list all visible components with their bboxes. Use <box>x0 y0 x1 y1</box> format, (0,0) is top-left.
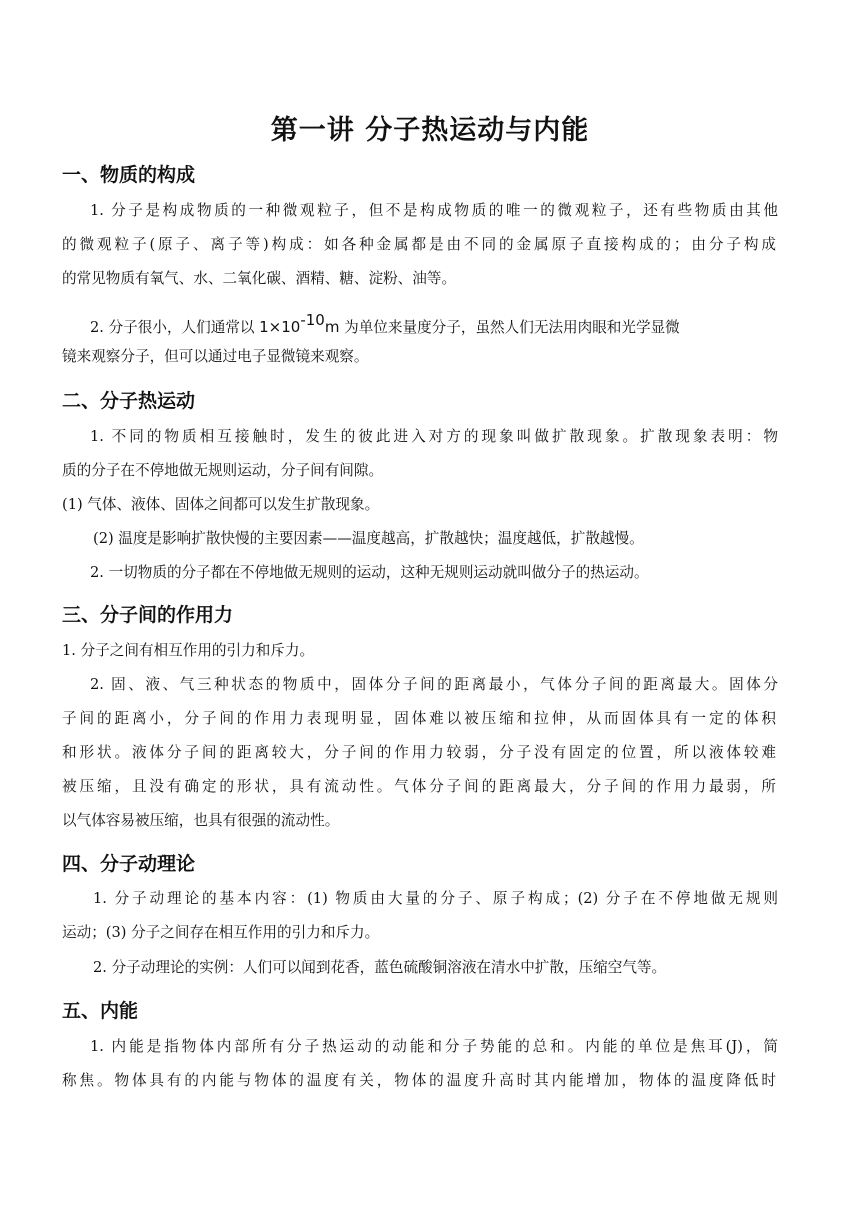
section-heading-5: 五、内能 <box>62 1000 139 1022</box>
paragraph-line: 2. 固、液、气三种状态的物质中，固体分子间的距离最小，气体分子间的距离最大。固体分 <box>90 676 778 693</box>
paragraph-line: 1. 分子动理论的基本内容：(1) 物质由大量的分子、原子构成；(2) 分子在不停地做无规则 <box>93 890 778 907</box>
paragraph-line: 质的分子在不停地做无规则运动，分子间有间隙。 <box>62 462 384 479</box>
paragraph-line: 2. 一切物质的分子都在不停地做无规则的运动，这种无规则运动就叫做分子的热运动。 <box>90 564 649 581</box>
paragraph-line: 称焦。物体具有的内能与物体的温度有关，物体的温度升高时其内能增加，物体的温度降低时 <box>62 1072 776 1089</box>
paragraph-line: 1. 分子是构成物质的一种微观粒子，但不是构成物质的唯一的微观粒子，还有些物质由其他 <box>90 202 778 219</box>
list-item: (2) 温度是影响扩散快慢的主要因素——温度越高，扩散越快；温度越低，扩散越慢。 <box>93 530 644 547</box>
paragraph-line: 运动；(3) 分子之间存在相互作用的引力和斥力。 <box>62 924 380 941</box>
paragraph-line-with-formula <box>90 310 680 338</box>
paragraph-line: 子间的距离小，分子间的作用力表现明显，固体难以被压缩和拉伸，从而固体具有一定的体积 <box>62 710 776 727</box>
page-title: 第一讲 分子热运动与内能 <box>270 115 590 146</box>
paragraph-line: 1. 不同的物质相互接触时，发生的彼此进入对方的现象叫做扩散现象。扩散现象表明：物 <box>90 428 778 445</box>
section-heading-1: 一、物质的构成 <box>62 164 196 186</box>
paragraph-line: 以气体容易被压缩，也具有很强的流动性。 <box>62 812 340 829</box>
text-fragment: 2. 分子很小，人们通常以 <box>90 319 260 336</box>
paragraph-line: 2. 分子动理论的实例：人们可以闻到花香，蓝色硫酸铜溶液在清水中扩散，压缩空气等。 <box>93 959 667 976</box>
paragraph-line: 的常见物质有氧气、水、二氧化碳、酒精、糖、淀粉、油等。 <box>62 270 457 287</box>
paragraph-line: 被压缩，且没有确定的形状，具有流动性。气体分子间的距离最大，分子间的作用力最弱，所 <box>62 778 776 795</box>
paragraph-line: 和形状。液体分子间的距离较大，分子间的作用力较弱，分子没有固定的位置，所以液体较难 <box>62 744 776 761</box>
section-heading-3: 三、分子间的作用力 <box>62 604 234 626</box>
paragraph-line: 镜来观察分子，但可以通过电子显微镜来观察。 <box>62 348 369 365</box>
section-heading-4: 四、分子动理论 <box>62 853 196 875</box>
formula-exponent: -10 <box>300 311 325 329</box>
formula-unit: m <box>324 318 340 336</box>
text-fragment: 为单位来量度分子，虽然人们无法用肉眼和光学显微 <box>339 319 680 336</box>
paragraph-line: 的微观粒子(原子、离子等)构成：如各种金属都是由不同的金属原子直接构成的；由分子构成 <box>62 236 776 253</box>
list-item: (1) 气体、液体、固体之间都可以发生扩散现象。 <box>62 496 380 513</box>
formula-base: 1×10 <box>259 318 301 336</box>
section-heading-2: 二、分子热运动 <box>62 390 196 412</box>
paragraph-line: 1. 分子之间有相互作用的引力和斥力。 <box>62 642 315 659</box>
paragraph-line: 1. 内能是指物体内部所有分子热运动的动能和分子势能的总和。内能的单位是焦耳(J)，简 <box>90 1038 778 1055</box>
